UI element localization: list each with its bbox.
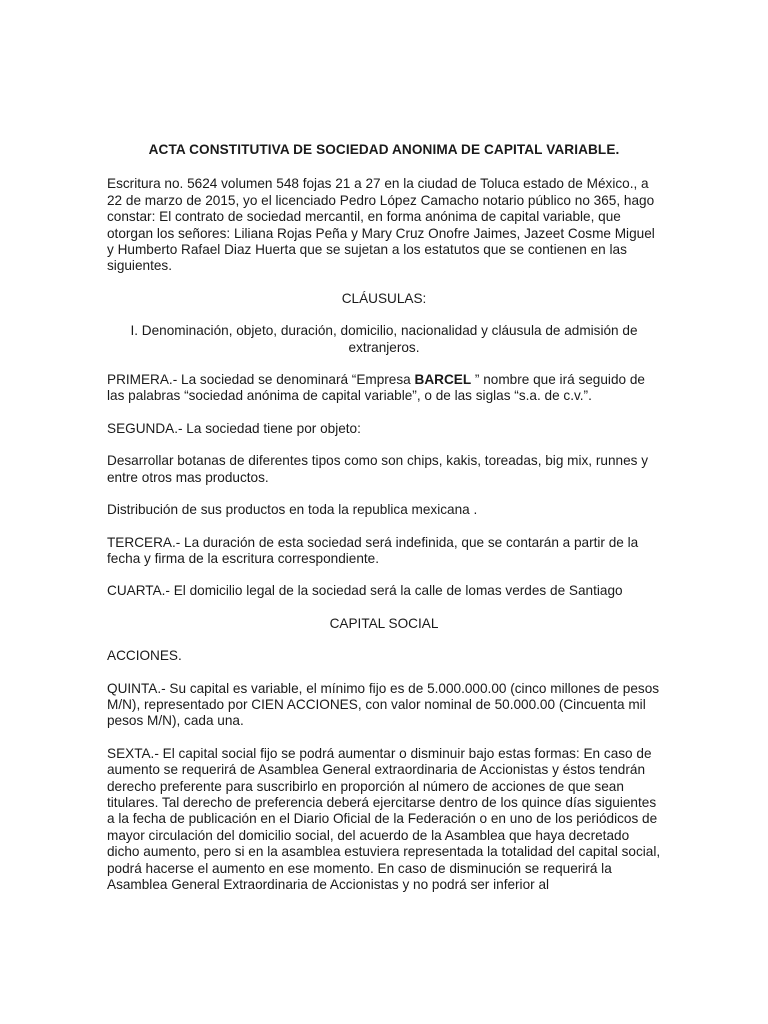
quinta-clause: QUINTA.- Su capital es variable, el mínimo fijo es de 5.000.000.00 (cinco millones de pesos M/N), representado por CIEN ACCIONES, con valor nominal de 50.000.00 (Cincuenta mil pesos M/N), cada una. [107, 680, 660, 729]
cuarta-clause: CUARTA.- El domicilio legal de la sociedad será la calle de lomas verdes de Santiago [107, 583, 623, 599]
acciones-heading: ACCIONES. [107, 648, 182, 664]
sexta-clause: SEXTA.- El capital social fijo se podrá aumentar o disminuir bajo estas formas: En caso de aumento se requerirá de Asamblea General extraordinaria de Accionistas y éstos tendrán derecho preferente para suscribirlo en proporción al número de acciones de que sean titulares. Tal derecho de preferencia deberá ejercitarse dentro de los quince días siguientes a la fecha de publicación en el Diario Oficial de la Federación o en uno de los periódicos de mayor circulación del domicilio social, del acuerdo de la Asamblea que haya decretado dicho aumento, pero si en la asamblea estuviera representada la totalidad del capital social, podrá hacerse el aumento en ese momento. En caso de disminución se requerirá la Asamblea General Extraordinaria de Accionistas y no podrá ser inferior al [107, 745, 661, 892]
clausulas-heading: CLÁUSULAS: [341, 290, 427, 306]
document-title: ACTA CONSTITUTIVA DE SOCIEDAD ANONIMA DE CAPITAL VARIABLE. [148, 142, 620, 157]
tercera-clause: TERCERA.- La duración de esta sociedad será indefinida, que se contarán a partir de la fecha y firma de la escritura correspondiente. [107, 534, 639, 566]
document-body [107, 142, 661, 909]
primera-text-end: ” nombre que irá seguido de las palabras “sociedad anónima de capital variable”, o de las siglas “s.a. de c.v.”. [107, 372, 645, 404]
brand-name: BARCEL [414, 372, 472, 388]
primera-clause [107, 372, 661, 405]
capital-social-heading: CAPITAL SOCIAL [329, 615, 439, 631]
objeto-paragraph-1: Desarrollar botanas de diferentes tipos como son chips, kakis, toreadas, big mix, runnes y entre otros mas productos. [107, 453, 648, 485]
segunda-clause: SEGUNDA.- La sociedad tiene por objeto: [107, 420, 361, 436]
primera-text-start: PRIMERA.- La sociedad se denominará “Empresa [107, 372, 415, 388]
intro-paragraph: Escritura no. 5624 volumen 548 fojas 21 a 27 en la ciudad de Toluca estado de México., a 22 de marzo de 2015, yo el licenciado Pedro López Camacho notario público no 365, hago constar: El contrato de sociedad mercantil, en forma anónima de capital variable, que otorgan los señores: Liliana Rojas Peña y Mary Cruz Onofre Jaimes, Jazeet Cosme Miguel y Humberto Rafael Diaz Huerta que se sujetan a los estatutos que se contienen en las siguientes. [107, 176, 655, 274]
objeto-paragraph-2: Distribución de sus productos en toda la republica mexicana . [107, 502, 478, 518]
section-1-heading: I. Denominación, objeto, duración, domicilio, nacionalidad y cláusula de admisión de extranjeros. [130, 323, 638, 355]
